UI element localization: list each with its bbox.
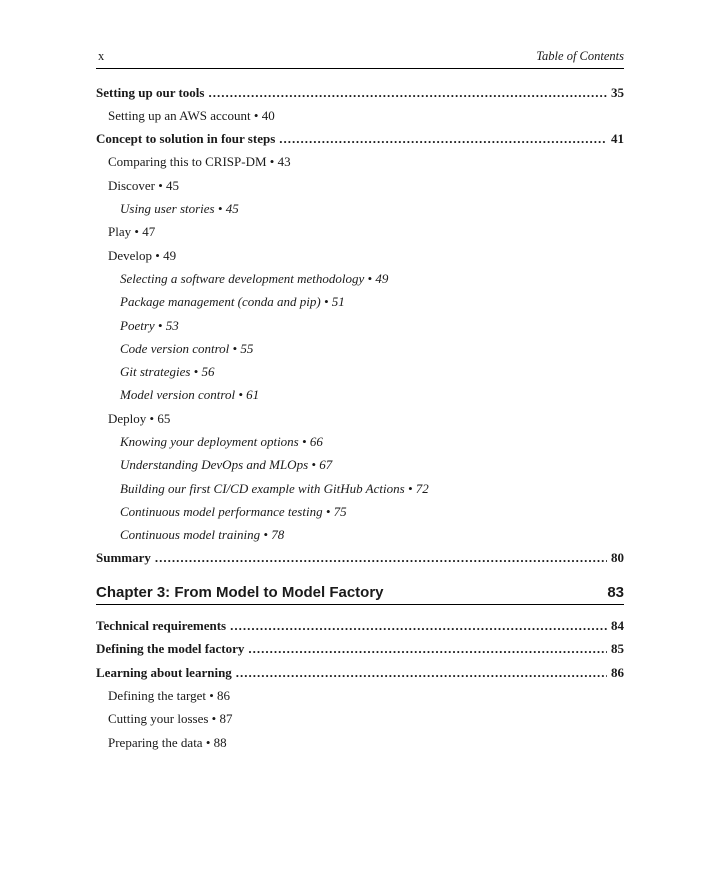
toc-entry-user-stories[interactable]: [96, 200, 648, 218]
toc-entry-page: 86: [611, 665, 624, 680]
toc-entry-devops-mlops[interactable]: [96, 456, 648, 474]
toc-entry-title: Continuous model training: [120, 527, 261, 542]
toc-entry-title: Selecting a software development methodology: [120, 271, 365, 286]
bullet: •: [155, 248, 160, 263]
toc-entry-title: Package management (conda and pip): [120, 294, 321, 309]
toc-entry-defining-target[interactable]: [96, 687, 636, 705]
dot-leader: [230, 617, 607, 635]
toc-entry-model-version-control[interactable]: [96, 386, 648, 404]
toc-entry-package-management[interactable]: [96, 293, 648, 311]
toc-entry-cicd-example[interactable]: [96, 480, 648, 498]
toc-entry-title: Play: [108, 224, 132, 239]
bullet: •: [205, 735, 211, 750]
toc-entry-page: 80: [611, 550, 624, 565]
bullet: •: [367, 271, 373, 286]
toc-entry-title: Understanding DevOps and MLOps: [120, 457, 309, 472]
toc-entry-title: Cutting your losses: [108, 711, 209, 726]
toc-entry-crisp-dm[interactable]: [96, 153, 636, 171]
page-number-label: x: [98, 49, 105, 63]
bullet: •: [269, 154, 275, 169]
chapter-heading[interactable]: [96, 583, 624, 605]
bullet: •: [407, 481, 413, 496]
toc-entry-play[interactable]: [96, 223, 636, 241]
toc-entry-page: 87: [219, 711, 233, 726]
bullet: •: [323, 294, 329, 309]
toc-entry-title: Defining the model factory: [96, 641, 245, 656]
toc-entry-title: Knowing your deployment options: [120, 434, 299, 449]
toc-entry-page: 65: [157, 411, 171, 426]
toc-entry-code-version-control[interactable]: [96, 340, 648, 358]
toc-entry-page: 56: [201, 364, 215, 379]
toc-entry-develop[interactable]: [96, 247, 636, 265]
toc-entry-page: 75: [333, 504, 347, 519]
bullet: •: [263, 527, 268, 542]
toc-entry-page: 49: [375, 271, 389, 286]
toc-entry-title: Defining the target: [108, 688, 206, 703]
toc-entry-title: Discover: [108, 178, 155, 193]
toc-entry-page: 55: [240, 341, 254, 356]
bullet: •: [311, 457, 316, 472]
bullet: •: [157, 318, 163, 333]
toc-entry-title: Using user stories: [120, 201, 215, 216]
toc-entry-title: Technical requirements: [96, 618, 227, 633]
toc-entry-title: Model version control: [120, 387, 236, 402]
toc-entry-continuous-training[interactable]: [96, 526, 648, 544]
toc-entry-page: 47: [142, 224, 156, 239]
toc-entry-deployment-options[interactable]: [96, 433, 648, 451]
toc-entry-methodology[interactable]: [96, 270, 648, 288]
toc-entry-page: 45: [225, 201, 239, 216]
toc-entry-page: 66: [309, 434, 323, 449]
toc-entry-cutting-losses[interactable]: [96, 710, 636, 728]
toc-entry-title: Setting up an AWS account: [108, 108, 251, 123]
bullet: •: [325, 504, 331, 519]
bullet: •: [253, 108, 259, 123]
toc-entry-title: Comparing this to CRISP-DM: [108, 154, 267, 169]
dot-leader: [236, 664, 607, 682]
toc-entry-title: Learning about learning: [96, 665, 232, 680]
toc-entry-title: Deploy: [108, 411, 147, 426]
toc-entry-title: Concept to solution in four steps: [96, 131, 276, 146]
toc-entry-model-factory[interactable]: [96, 640, 624, 658]
toc-entry-title: Continuous model performance testing: [120, 504, 323, 519]
toc-entry-technical-requirements[interactable]: [96, 617, 624, 635]
toc-entry-discover[interactable]: [96, 177, 636, 195]
chapter-page: 83: [607, 584, 624, 601]
dot-leader: [155, 549, 607, 567]
dot-leader: [248, 640, 607, 658]
toc-entry-page: 35: [611, 85, 624, 100]
toc-entry-page: 53: [165, 318, 179, 333]
dot-leader: [208, 84, 607, 102]
bullet: •: [211, 711, 217, 726]
toc-entry-page: 43: [277, 154, 291, 169]
bullet: •: [232, 341, 238, 356]
bullet: •: [149, 411, 155, 426]
toc-entry-page: 61: [246, 387, 260, 402]
toc-entry-performance-testing[interactable]: [96, 503, 648, 521]
toc-entry-title: Summary: [96, 550, 151, 565]
dot-leader: [279, 130, 607, 148]
chapter-title: Chapter 3: From Model to Model Factory: [96, 584, 384, 601]
toc-entry-learning-about-learning[interactable]: [96, 664, 624, 682]
toc-entry-deploy[interactable]: [96, 410, 636, 428]
toc-entry-title: Preparing the data: [108, 735, 203, 750]
bullet: •: [302, 434, 307, 449]
toc-entry-poetry[interactable]: [96, 317, 648, 335]
toc-entry-page: 67: [319, 457, 333, 472]
toc-entry-page: 72: [415, 481, 429, 496]
toc-entry-git-strategies[interactable]: [96, 363, 648, 381]
toc-entry-page: 45: [166, 178, 179, 193]
toc-entry-aws-account[interactable]: [96, 107, 636, 125]
toc-entry-page: 84: [611, 618, 624, 633]
bullet: •: [193, 364, 199, 379]
toc-entry-page: 86: [217, 688, 231, 703]
bullet: •: [209, 688, 214, 703]
toc-entry-page: 49: [163, 248, 177, 263]
toc-entry-title: Setting up our tools: [96, 85, 205, 100]
toc-entry-page: 51: [331, 294, 345, 309]
bullet: •: [238, 387, 243, 402]
toc-entry-title: Code version control: [120, 341, 230, 356]
toc-entry-concept-to-solution[interactable]: [96, 130, 624, 148]
toc-entry-title: Git strategies: [120, 364, 191, 379]
running-title: Table of Contents: [536, 49, 624, 63]
toc-entry-setting-up-tools[interactable]: [96, 84, 624, 102]
bullet: •: [134, 224, 139, 239]
toc-entry-title: Develop: [108, 248, 153, 263]
toc-entry-page: 41: [611, 131, 624, 146]
toc-entry-page: 40: [261, 108, 275, 123]
toc-entry-page: 85: [611, 641, 624, 656]
toc-entry-page: 78: [271, 527, 285, 542]
toc-entry-page: 88: [213, 735, 227, 750]
bullet: •: [217, 201, 223, 216]
bullet: •: [158, 178, 163, 193]
toc-entry-title: Poetry: [120, 318, 155, 333]
page-header: [96, 48, 624, 69]
toc-entry-title: Building our first CI/CD example with GitHub Actions: [120, 481, 405, 496]
toc-entry-preparing-data[interactable]: [96, 734, 636, 752]
toc-entry-summary[interactable]: [96, 549, 624, 567]
